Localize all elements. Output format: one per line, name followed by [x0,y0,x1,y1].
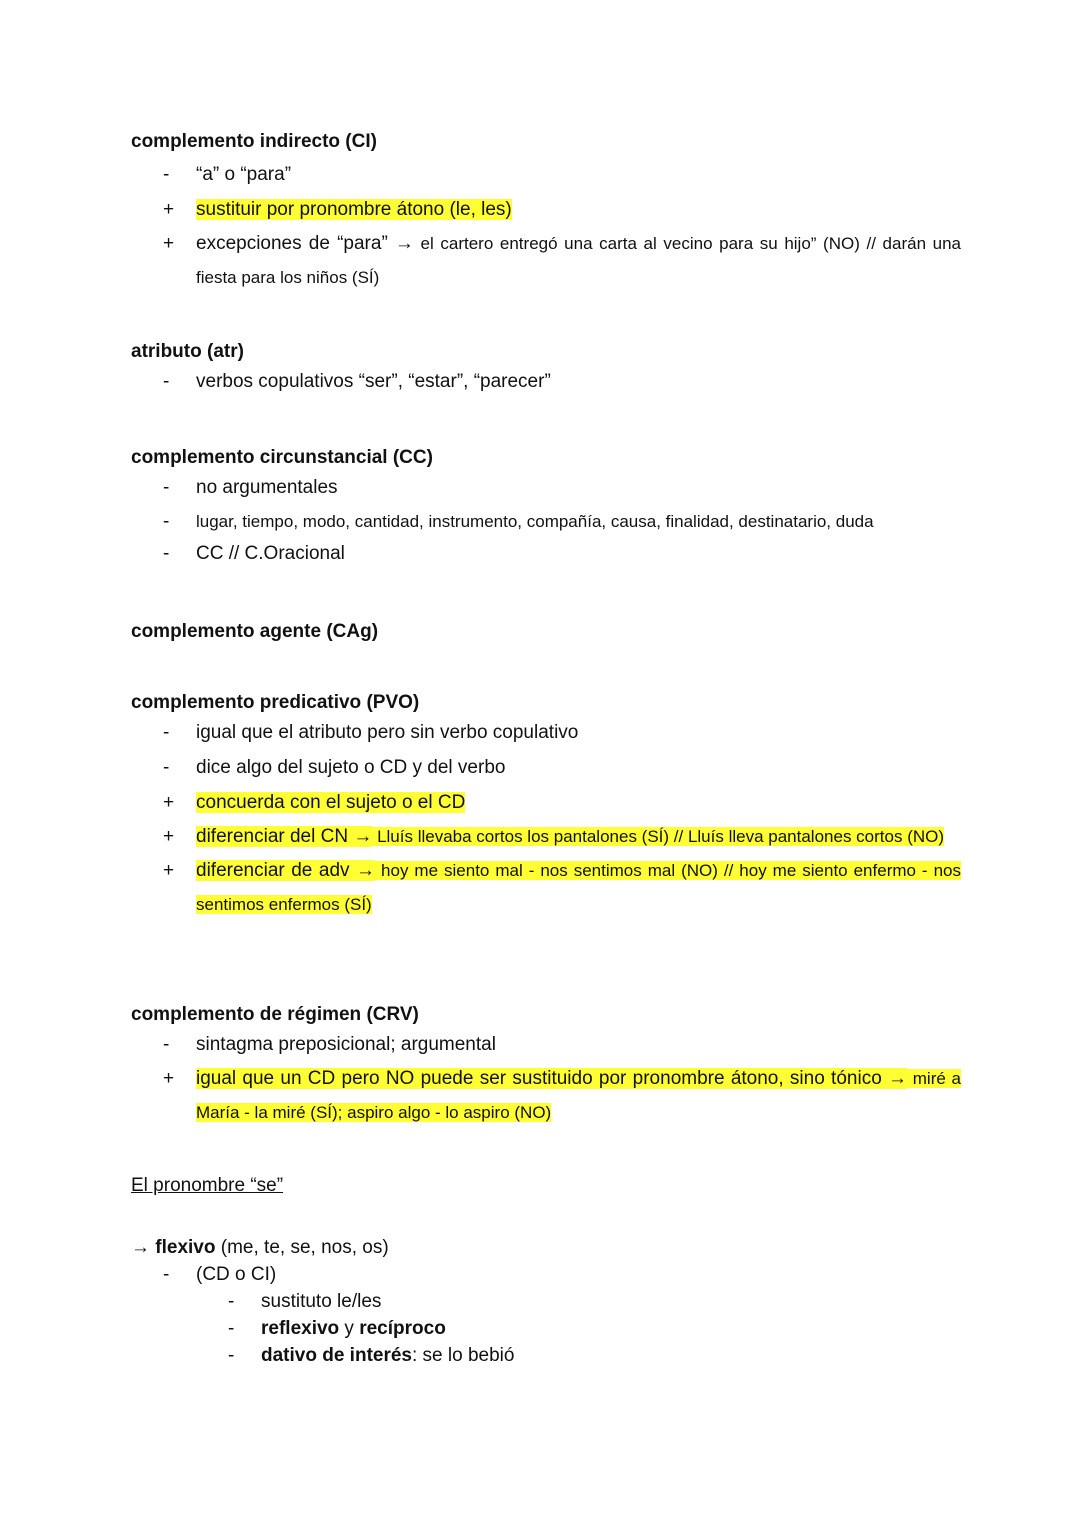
bullet: + [163,860,175,881]
bullet: - [163,757,170,778]
bullet: - [163,164,170,185]
list-item [131,715,961,750]
heading-pvo: complemento predicativo (PVO) [131,692,420,713]
heading-ci: complemento indirecto (CI) [131,131,377,152]
list-item [131,364,961,399]
list-item [131,785,961,820]
connector: y [339,1318,360,1339]
item-text-highlighted: concuerda con el sujeto o el CD [196,792,466,813]
item-text: sustituto le/les [261,1291,382,1312]
list-item [131,820,961,854]
bullet: - [163,1264,170,1285]
se-title: El pronombre “se” [131,1175,284,1196]
list-item [131,1315,961,1342]
list-item [131,750,961,785]
flexivo-label: flexivo [155,1237,216,1258]
bullet: + [163,199,175,220]
section-cc [131,447,961,570]
list-item [131,157,961,192]
list-item [131,192,961,227]
bullet: + [163,826,175,847]
item-text: (CD o CI) [196,1264,277,1285]
section-cag [131,621,961,643]
list-item [131,1288,961,1315]
item-lead-highlighted: diferenciar del CN → [196,826,373,847]
bullet: + [163,792,175,813]
bullet: - [163,543,170,564]
item-text: “a” o “para” [196,164,292,185]
heading-crv: complemento de régimen (CRV) [131,1004,419,1025]
list-item [131,538,961,570]
example-text: : se lo bebió [412,1345,515,1366]
item-lead-highlighted: igual que un CD pero NO puede ser sustituido por pronombre átono, sino tónico → [196,1068,908,1089]
item-example-highlighted: miré a María - la miré (SÍ); aspiro algo - lo aspiro (NO) [196,1069,961,1122]
item-text: dice algo del sujeto o CD y del verbo [196,757,506,778]
list-item [131,1261,961,1288]
section-ci [131,131,961,295]
bullet: - [228,1345,235,1366]
item-lead: excepciones de “para” → [196,233,414,254]
heading-cag: complemento agente (CAg) [131,621,379,642]
item-example-highlighted: hoy me siento mal - nos sentimos mal (NO) // hoy me siento enfermo - nos sentimos enfermos (SÍ) [196,861,961,914]
section-se [131,1175,961,1369]
list-item [131,1342,961,1369]
list-item [131,854,961,922]
item-text: lugar, tiempo, modo, cantidad, instrumento, compañía, causa, finalidad, destinatario, duda [196,512,874,531]
item-lead-highlighted: diferenciar de adv → [196,860,376,881]
flexivo-list: (me, te, se, nos, os) [215,1237,389,1258]
item-text: igual que el atributo pero sin verbo copulativo [196,722,579,743]
term-reflexivo: reflexivo [261,1318,340,1339]
item-text-highlighted: sustituir por pronombre átono (le, les) [196,199,512,220]
bullet: - [163,511,170,532]
item-text: no argumentales [196,477,338,498]
bullet: + [163,1068,175,1089]
section-pvo [131,692,961,922]
list-item [131,1062,961,1130]
list-item [131,470,961,505]
list-item [131,227,961,295]
section-atr [131,341,961,399]
item-text: CC // C.Oracional [196,543,345,564]
section-crv [131,1004,961,1130]
item-text: verbos copulativos “ser”, “estar”, “parecer” [196,371,551,392]
flexivo-line [131,1236,961,1260]
item-text: sintagma preposicional; argumental [196,1034,496,1055]
arrow-icon: → [131,1237,150,1258]
bullet: + [163,233,175,254]
item-example-highlighted: Lluís llevaba cortos los pantalones (SÍ) // Lluís lleva pantalones cortos (NO) [372,827,945,846]
heading-cc: complemento circunstancial (CC) [131,447,433,468]
term-dativo: dativo de interés [261,1345,412,1366]
bullet: - [163,1034,170,1055]
term-reciproco: recíproco [359,1318,446,1339]
heading-atr: atributo (atr) [131,341,244,362]
bullet: - [228,1318,235,1339]
bullet: - [163,371,170,392]
bullet: - [163,722,170,743]
list-item [131,505,961,538]
bullet: - [163,477,170,498]
item-example: el cartero entregó una carta al vecino para su hijo” (NO) // darán una fiesta para los niños (SÍ) [196,234,961,287]
list-item [131,1027,961,1062]
bullet: - [228,1291,235,1312]
